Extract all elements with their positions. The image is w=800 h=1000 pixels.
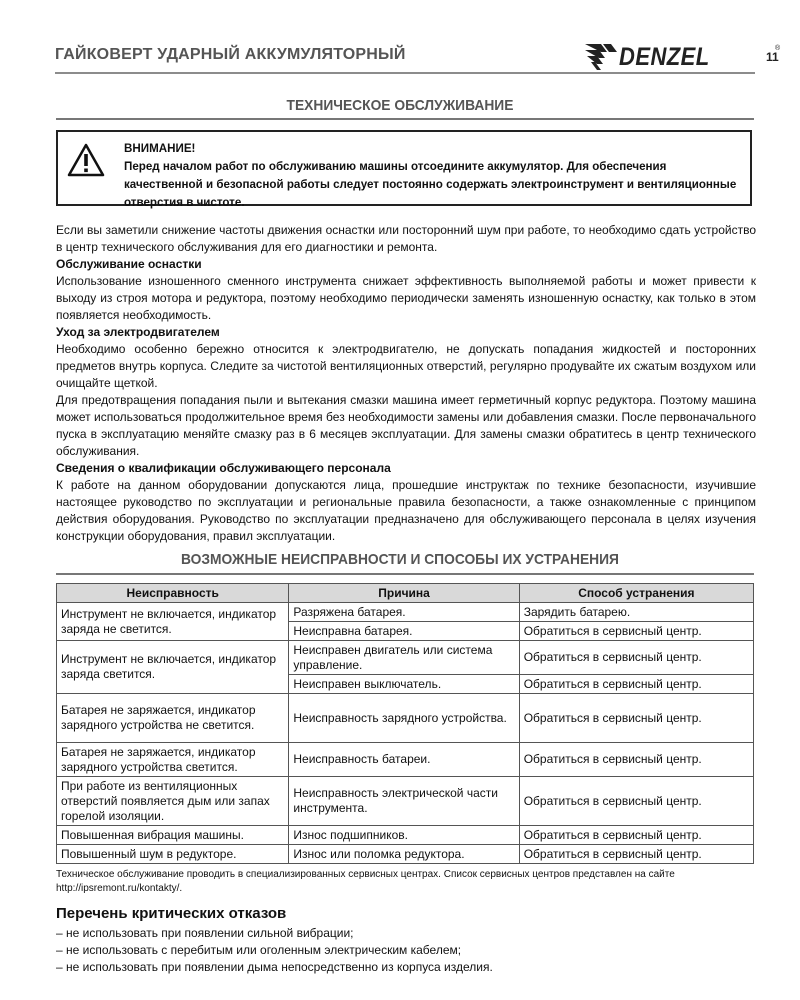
- brand-name: DENZEL: [619, 42, 710, 71]
- table-row: [57, 743, 754, 777]
- table-row: [57, 845, 754, 864]
- staff-text: К работе на данном оборудовании допускаются лица, прошедшие инструктаж по технике безопасности, изучившие настоящее руководство по эксплуатации и региональные правила безопасности, а также ознакомленные с принципом действия оборудования. Руководство по эксплуатации предназначено для обслуживающего персонала в целях изучения конструкции оборудования, правил эксплуатации.: [56, 478, 756, 543]
- column-header-fault: Неисправность: [57, 584, 289, 603]
- column-header-fix: Способ устранения: [519, 584, 753, 603]
- fault-cell: Инструмент не включается, индикатор заряда не светится.: [57, 603, 289, 641]
- troubleshooting-table: [56, 583, 754, 864]
- fault-cell: Повышенная вибрация машины.: [57, 826, 289, 845]
- tooling-text: Использование изношенного сменного инструмента снижает эффективность выполняемой работы и может привести к выходу из строя мотора и редуктора, поэтому необходимо периодически заменять изношенную оснастку, как только в этом появляется необходимость.: [56, 274, 756, 322]
- warning-triangle-icon: [66, 142, 106, 178]
- fix-cell: Обратиться в сервисный центр.: [519, 845, 753, 864]
- list-item: – не использовать с перебитым или оголенным электрическим кабелем;: [56, 943, 462, 957]
- cause-cell: Неисправность батареи.: [289, 743, 519, 777]
- cause-cell: Неисправен двигатель или система управление.: [289, 641, 519, 675]
- section-title-troubleshooting: ВОЗМОЖНЫЕ НЕИСПРАВНОСТИ И СПОСОБЫ ИХ УСТРАНЕНИЯ: [181, 551, 619, 568]
- fault-cell: Инструмент не включается, индикатор заряда светится.: [57, 641, 289, 694]
- cause-cell: Разряжена батарея.: [289, 603, 519, 622]
- fix-cell: Обратиться в сервисный центр.: [519, 641, 753, 675]
- warning-heading: ВНИМАНИЕ!: [124, 142, 196, 155]
- cause-cell: Неисправна батарея.: [289, 622, 519, 641]
- fault-cell: Батарея не заряжается, индикатор зарядного устройства светится.: [57, 743, 289, 777]
- staff-heading: Сведения о квалификации обслуживающего персонала: [56, 461, 391, 475]
- fault-cell: Повышенный шум в редукторе.: [57, 845, 289, 864]
- motor-text-2: Для предотвращения попадания пыли и вытекания смазки машина имеет герметичный корпус редуктора. Поэтому машина может использоваться продолжительное время без необходимости замены или добавления смазки. После первоначального пуска в эксплуатацию меняйте смазку раз в 6 месяцев эксплуатации. Для замены смазки обратитесь в центр технического обслуживания.: [56, 393, 756, 458]
- fix-cell: Обратиться в сервисный центр.: [519, 826, 753, 845]
- page-number: 11: [766, 50, 779, 64]
- table-row: [57, 641, 754, 675]
- fault-cell: При работе из вентиляционных отверстий появляется дым или запах горелой изоляции.: [57, 777, 289, 826]
- cause-cell: Износ или поломка редуктора.: [289, 845, 519, 864]
- motor-heading: Уход за электродвигателем: [56, 325, 220, 339]
- fix-cell: Обратиться в сервисный центр.: [519, 694, 753, 743]
- registered-mark: ®: [775, 45, 781, 52]
- cause-cell: Износ подшипников.: [289, 826, 519, 845]
- tooling-heading: Обслуживание оснастки: [56, 257, 202, 271]
- warning-text-block: [124, 140, 744, 212]
- document-title: ГАЙКОВЕРТ УДАРНЫЙ АККУМУЛЯТОРНЫЙ: [55, 46, 406, 63]
- header-divider: [55, 72, 755, 74]
- cause-cell: Неисправность электрической части инструмента.: [289, 777, 519, 826]
- warning-body: Перед началом работ по обслуживанию машины отсоедините аккумулятор. Для обеспечения качественной и безопасной работы следует постоянно содержать электроинструмент и вентиляционные отверстия в чистоте.: [124, 160, 737, 209]
- table-row: [57, 777, 754, 826]
- list-item: – не использовать при появлении дыма непосредственно из корпуса изделия.: [56, 960, 493, 974]
- table-row: [57, 603, 754, 622]
- section-title-maintenance: ТЕХНИЧЕСКОЕ ОБСЛУЖИВАНИЕ: [286, 97, 514, 114]
- fix-cell: Обратиться в сервисный центр.: [519, 675, 753, 694]
- fix-cell: Обратиться в сервисный центр.: [519, 743, 753, 777]
- list-item: – не использовать при появлении сильной вибрации;: [56, 926, 354, 940]
- maintenance-body: [56, 222, 756, 545]
- fix-cell: Зарядить батарею.: [519, 603, 753, 622]
- critical-failures-list: [56, 925, 756, 976]
- service-footnote: Техническое обслуживание проводить в специализированных сервисных центрах. Список сервисных центров представлен на сайте http://ipsremont.ru/kontakty/.: [56, 869, 675, 894]
- maintenance-intro: Если вы заметили снижение частоты движения оснастки или посторонний шум при работе, то необходимо сдать устройство в центр технического обслуживания для его диагностики и ремонта.: [56, 223, 756, 254]
- fix-cell: Обратиться в сервисный центр.: [519, 622, 753, 641]
- section-divider: [56, 118, 754, 120]
- section-divider: [56, 573, 754, 575]
- table-row: [57, 694, 754, 743]
- cause-cell: Неисправность зарядного устройства.: [289, 694, 519, 743]
- motor-text-1: Необходимо особенно бережно относится к электродвигателю, не допускать попадания жидкостей и посторонних предметов внутрь корпуса. Следите за чистотой вентиляционных отверстий, регулярно продувайте их сжатым воздухом или очищайте щеткой.: [56, 342, 756, 390]
- denzel-logo-icon: [585, 44, 617, 70]
- table-header-row: [57, 584, 754, 603]
- table-row: [57, 826, 754, 845]
- warning-box: [56, 130, 752, 209]
- column-header-cause: Причина: [289, 584, 519, 603]
- critical-failures-title: Перечень критических отказов: [56, 905, 287, 922]
- fix-cell: Обратиться в сервисный центр.: [519, 777, 753, 826]
- cause-cell: Неисправен выключатель.: [289, 675, 519, 694]
- fault-cell: Батарея не заряжается, индикатор зарядного устройства не светится.: [57, 694, 289, 743]
